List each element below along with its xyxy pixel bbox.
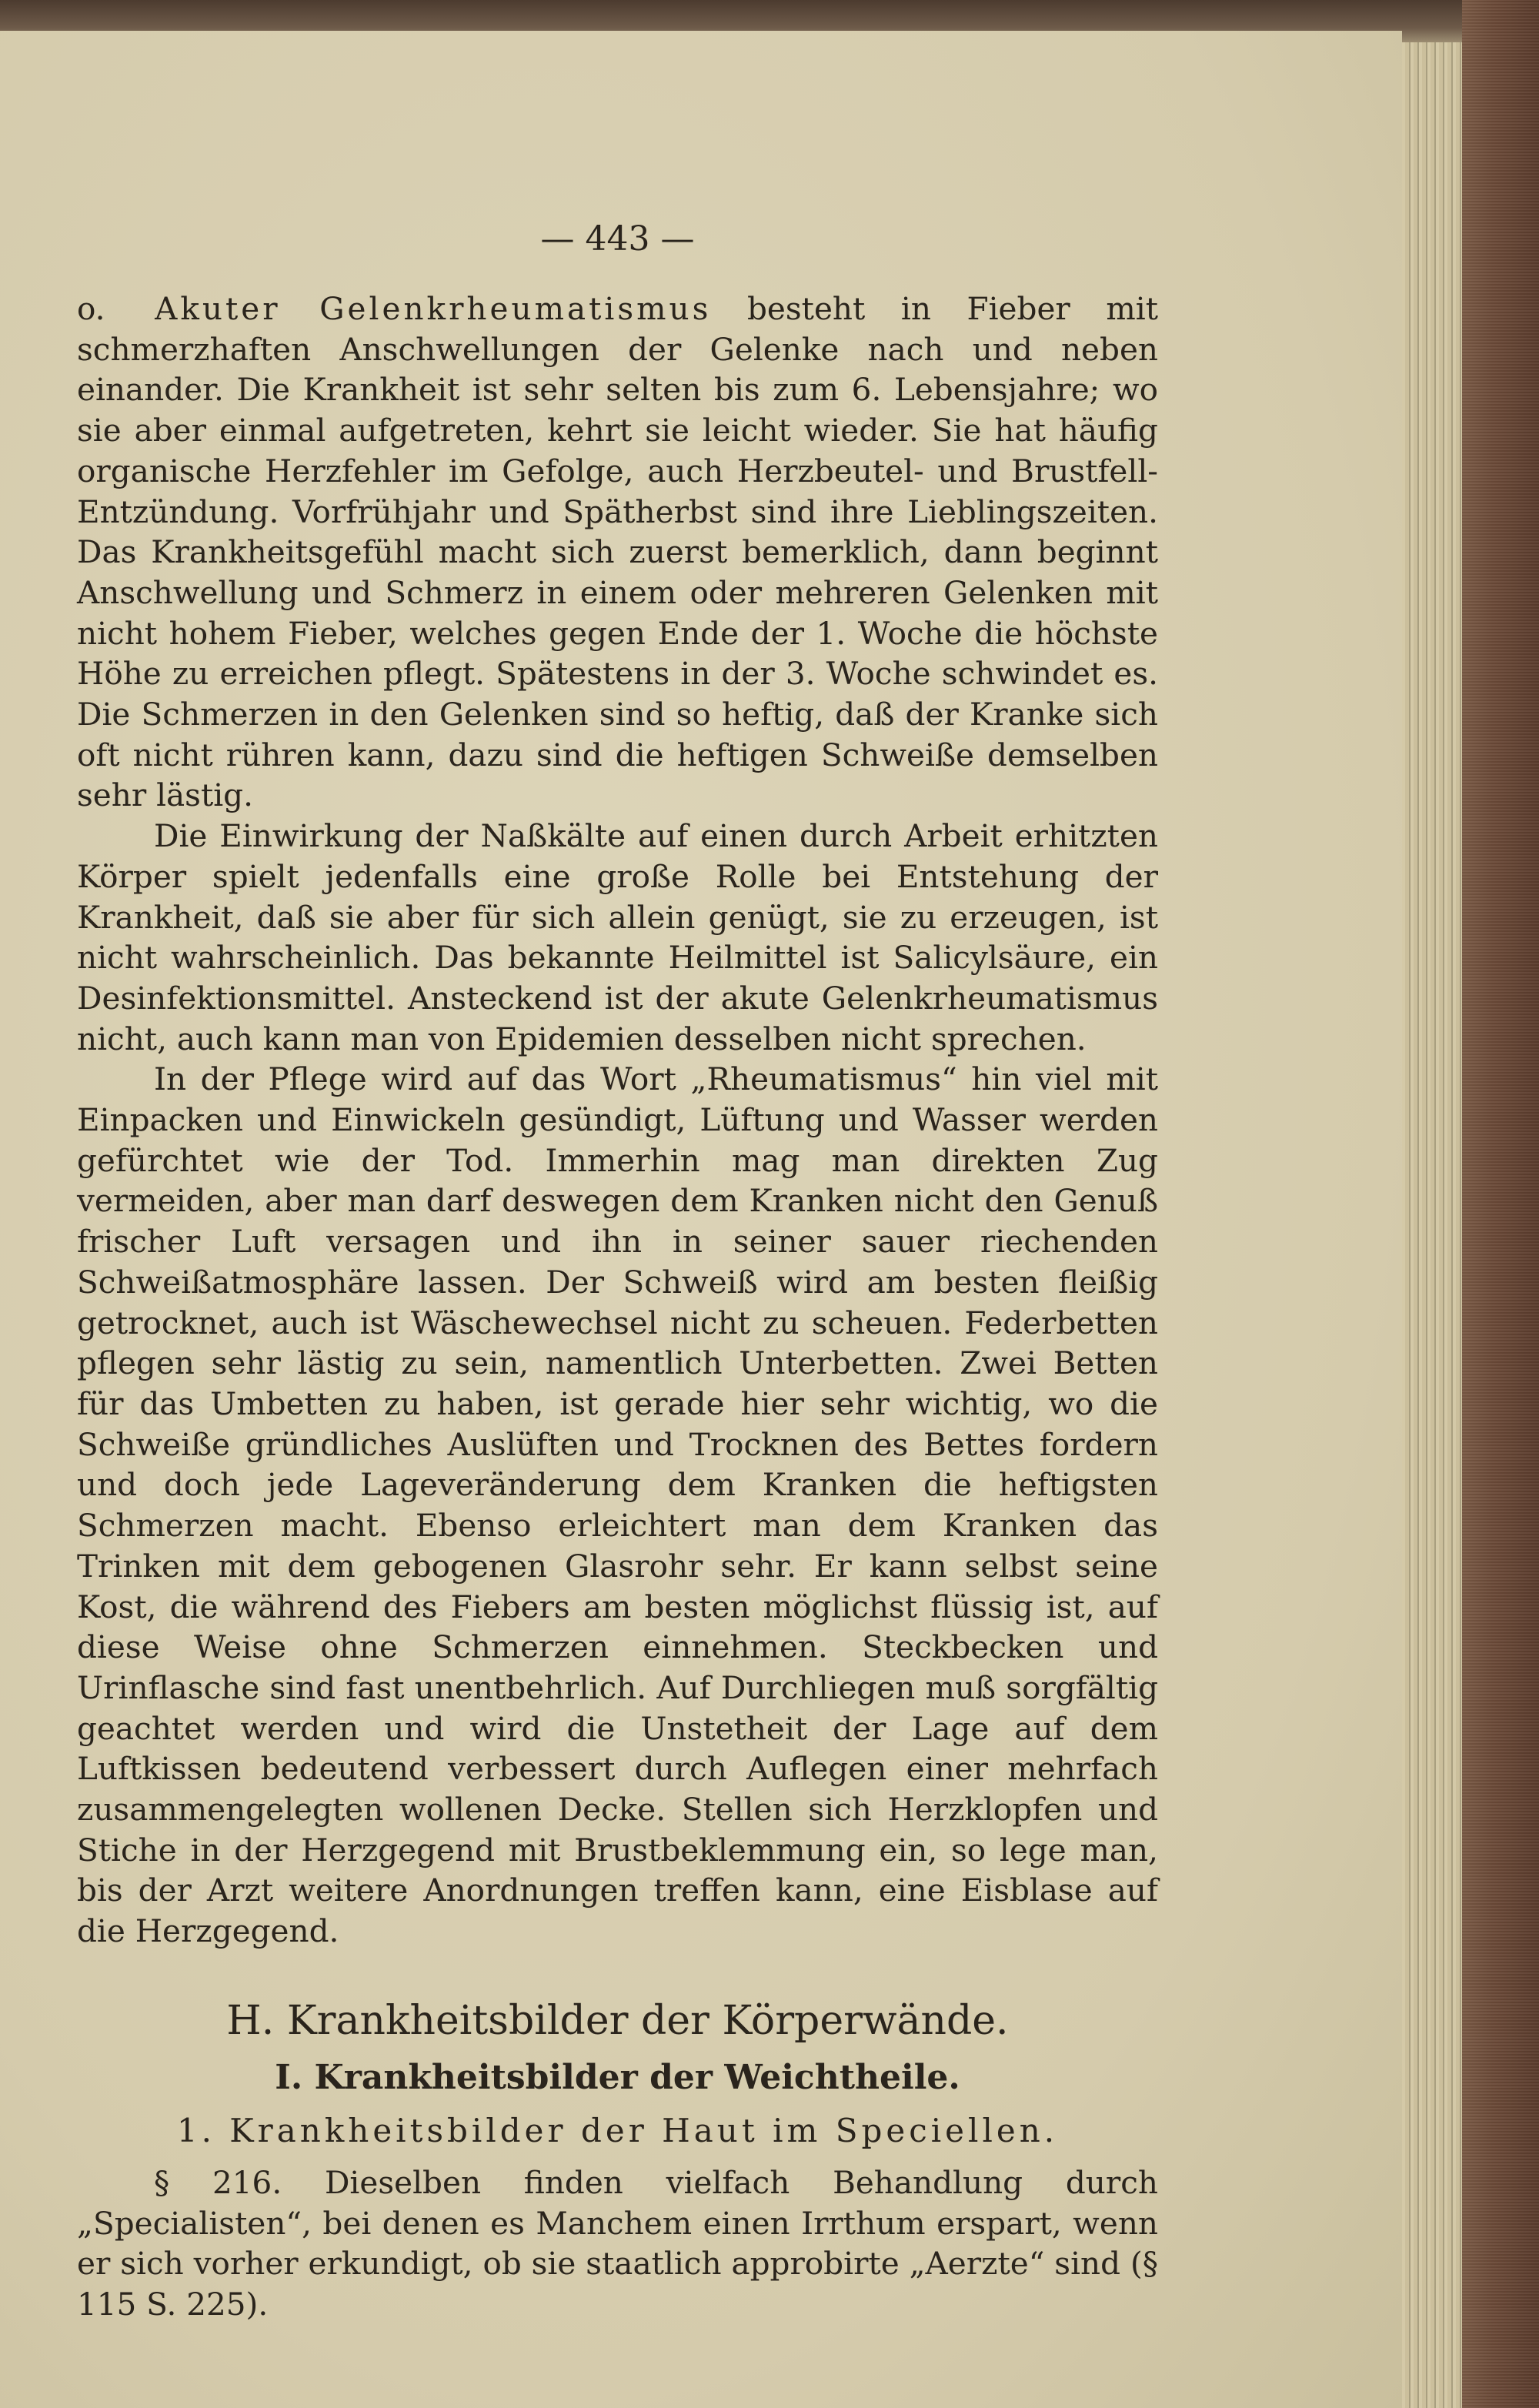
entry-paragraph-1 — [77, 289, 1158, 816]
entry-paragraph-3: In der Pflege wird auf das Wort „Rheumatismus“ hin viel mit Einpacken und Einwickeln gesündigt, Lüftung und Wasser werden gefürchtet wie der Tod. Immerhin mag man direkten Zug vermeiden, aber man darf deswegen dem Kranken nicht den Genuß frischer Luft versagen und ihn in seiner sauer riechenden Schweißatmosphäre lassen. Der Schweiß wird am besten fleißig getrocknet, auch ist Wäschewechsel nicht zu scheuen. Federbetten pflegen sehr lästig zu sein, namentlich Unterbetten. Zwei Betten für das Umbetten zu haben, ist gerade hier sehr wichtig, wo die Schweiße gründliches Auslüften und Trocknen des Bettes fordern und doch jede Lageveränderung dem Kranken die heftigsten Schmerzen macht. Ebenso erleichtert man dem Kranken das Trinken mit dem gebogenen Glasrohr sehr. Er kann selbst seine Kost, die während des Fiebers am besten möglichst flüssig ist, auf diese Weise ohne Schmerzen einnehmen. Steckbecken und Urinflasche sind fast unentbehrlich. Auf Durchliegen muß sorgfältig geachtet werden und wird die Unstetheit der Lage auf dem Luftkissen bedeutend verbessert durch Auflegen einer mehrfach zusammengelegten wollenen Decke. Stellen sich Herzklopfen und Stiche in der Herzgegend mit Brustbeklemmung ein, so lege man, bis der Arzt weitere Anordnungen treffen kann, eine Eisblase auf die Herzgegend. — [77, 1060, 1158, 1950]
section-heading: H. Krankheitsbilder der Körperwände. — [226, 1997, 1009, 2044]
entry-term: Akuter Gelenkrheumatismus — [155, 290, 712, 327]
entry-label: o. — [77, 290, 105, 327]
page-text — [77, 215, 1158, 2325]
section-paragraph: § 216. Dieselben finden vielfach Behandlung durch „Specialisten“, bei denen es Manchem einen Irrthum erspart, wenn er sich vorher erkundigt, ob sie staatlich approbirte „Aerzte“ sind (§ 115 S. 225). — [77, 2163, 1158, 2323]
page-number: — 443 — — [540, 219, 695, 259]
entry-paragraph-2: Die Einwirkung der Naßkälte auf einen durch Arbeit erhitzten Körper spielt jedenfalls eine große Rolle bei Entstehung der Krankheit, daß sie aber für sich allein genügt, sie zu erzeugen, ist nicht wahrscheinlich. Das bekannte Heilmittel ist Salicylsäure, ein Desinfektionsmittel. Ansteckend ist der akute Gelenkrheumatismus nicht, auch kann man von Epidemien desselben nicht sprechen. — [77, 817, 1158, 1057]
section-subheading: I. Krankheitsbilder der Weichtheile. — [275, 2057, 960, 2097]
section-subsubheading: 1. Krankheitsbilder der Haut im Speciellen. — [176, 2111, 1059, 2149]
book-cover — [1462, 0, 1539, 2408]
page-stack-edge — [1397, 42, 1462, 2408]
entry-text-1: besteht in Fieber mit schmerzhaften Anschwellungen der Gelenke nach und neben einander. Die Krankheit ist sehr selten bis zum 6. Lebensjahre; wo sie aber einmal aufgetreten, kehrt sie leicht wieder. Sie hat häufig organische Herzfehler im Gefolge, auch Herzbeutel- und Brustfell-Entzündung. Vorfrühjahr und Spätherbst sind ihre Lieblingszeiten. Das Krankheitsgefühl macht sich zuerst bemerklich, dann beginnt Anschwellung und Schmerz in einem oder mehreren Gelenken mit nicht hohem Fieber, welches gegen Ende der 1. Woche die höchste Höhe zu erreichen pflegt. Spätestens in der 3. Woche schwindet es. Die Schmerzen in den Gelenken sind so heftig, daß der Kranke sich oft nicht rühren kann, dazu sind die heftigen Schweiße demselben sehr lästig. — [77, 290, 1158, 814]
